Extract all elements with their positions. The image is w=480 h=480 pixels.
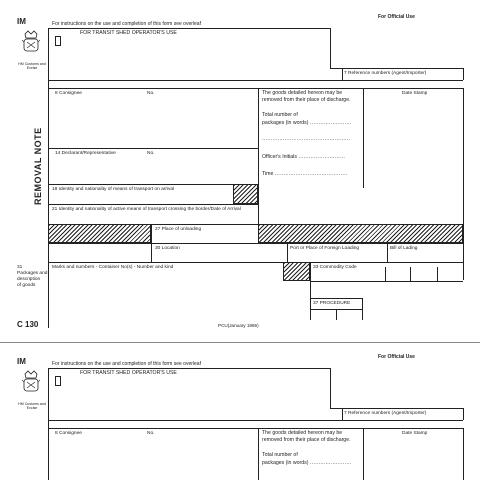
commodity-hatched-area bbox=[283, 262, 310, 281]
box-18-label: 18 Identity and nationality of means of transport on arrival bbox=[52, 187, 175, 192]
procedure-label: 37 PROCEDURE bbox=[313, 301, 351, 306]
date-stamp-label: Date Stamp bbox=[402, 91, 428, 96]
crest-caption: HM Customs and Excise bbox=[18, 402, 46, 411]
box-31-label-1: Packages and bbox=[17, 271, 48, 276]
instructions-text: For instructions on the use and completion of this form see overleaf bbox=[52, 21, 201, 27]
bill-of-lading-label: Bill of Lading bbox=[390, 246, 418, 251]
total-number-label: Total number of bbox=[262, 112, 298, 118]
crest-caption: HM Customs and Excise bbox=[18, 62, 46, 71]
goods-text-1: The goods detailed hereon may be bbox=[262, 90, 343, 96]
box-31-number: 31 bbox=[17, 265, 23, 270]
place-unloading-label: 27 Place of unloading bbox=[155, 227, 202, 232]
port-loading-label: Port or Place of Foreign Loading bbox=[290, 246, 360, 251]
consignee-no-label: No. bbox=[147, 91, 155, 96]
location-label: 30 Location bbox=[155, 246, 180, 251]
declarant-label: 14 Declarant/Representative bbox=[55, 151, 116, 156]
reference-numbers-label: 7 Reference numbers (Agent/Importer) bbox=[344, 71, 427, 76]
form-number: C 130 bbox=[17, 320, 39, 329]
marks-numbers-label: Marks and numbers - Container No(s) - Number and kind bbox=[52, 265, 174, 270]
declarant-no-label: No. bbox=[147, 151, 155, 156]
time-field[interactable]: Time …………………………………… bbox=[262, 171, 348, 177]
form-code: IM bbox=[17, 17, 26, 26]
operator-checkbox[interactable] bbox=[55, 376, 61, 386]
crown-crest-icon bbox=[20, 30, 42, 60]
total-number-label: Total number of bbox=[262, 452, 298, 458]
commodity-code-label: 33 Commodity Code bbox=[313, 265, 357, 270]
date-stamp-label: Date Stamp bbox=[402, 431, 428, 436]
unloading-hatched-right bbox=[258, 224, 463, 243]
packages-words-dotted-line: …………………………………………… bbox=[262, 136, 351, 142]
pcu-date: PCU(January 1986) bbox=[218, 323, 259, 328]
box-21-label: 21 Identity and nationality of active means of transport crossing the border/Date of Arrival bbox=[52, 207, 241, 212]
crown-crest-icon bbox=[20, 370, 42, 400]
box-18-hatched-area bbox=[233, 184, 258, 204]
operator-use-label: FOR TRANSIT SHED OPERATOR'S USE bbox=[80, 30, 177, 36]
operator-use-label: FOR TRANSIT SHED OPERATOR'S USE bbox=[80, 370, 177, 376]
official-use-label: For Official Use bbox=[378, 354, 415, 360]
consignee-label: 8 Consignee bbox=[55, 431, 82, 436]
instructions-text: For instructions on the use and completion of this form see overleaf bbox=[52, 361, 201, 367]
removal-note-label: REMOVAL NOTE bbox=[33, 127, 43, 205]
goods-text-2: removed from their place of discharge. bbox=[262, 437, 351, 443]
box-31-label-2: description bbox=[17, 277, 41, 282]
consignee-no-label: No. bbox=[147, 431, 155, 436]
operator-checkbox[interactable] bbox=[55, 36, 61, 46]
packages-words-field[interactable]: packages (in words) …………………… bbox=[262, 460, 352, 466]
form-2 bbox=[0, 340, 480, 480]
unloading-hatched-left bbox=[48, 224, 151, 243]
reference-numbers-label: 7 Reference numbers (Agent/Importer) bbox=[344, 411, 427, 416]
goods-text-1: The goods detailed hereon may be bbox=[262, 430, 343, 436]
officer-initials-field[interactable]: Officer's Initials ……………………… bbox=[262, 154, 346, 160]
goods-text-2: removed from their place of discharge. bbox=[262, 97, 351, 103]
consignee-label: 8 Consignee bbox=[55, 91, 82, 96]
packages-words-field[interactable]: packages (in words) …………………… bbox=[262, 120, 352, 126]
official-use-label: For Official Use bbox=[378, 14, 415, 20]
box-31-label-3: of goods bbox=[17, 283, 36, 288]
form-code: IM bbox=[17, 357, 26, 366]
